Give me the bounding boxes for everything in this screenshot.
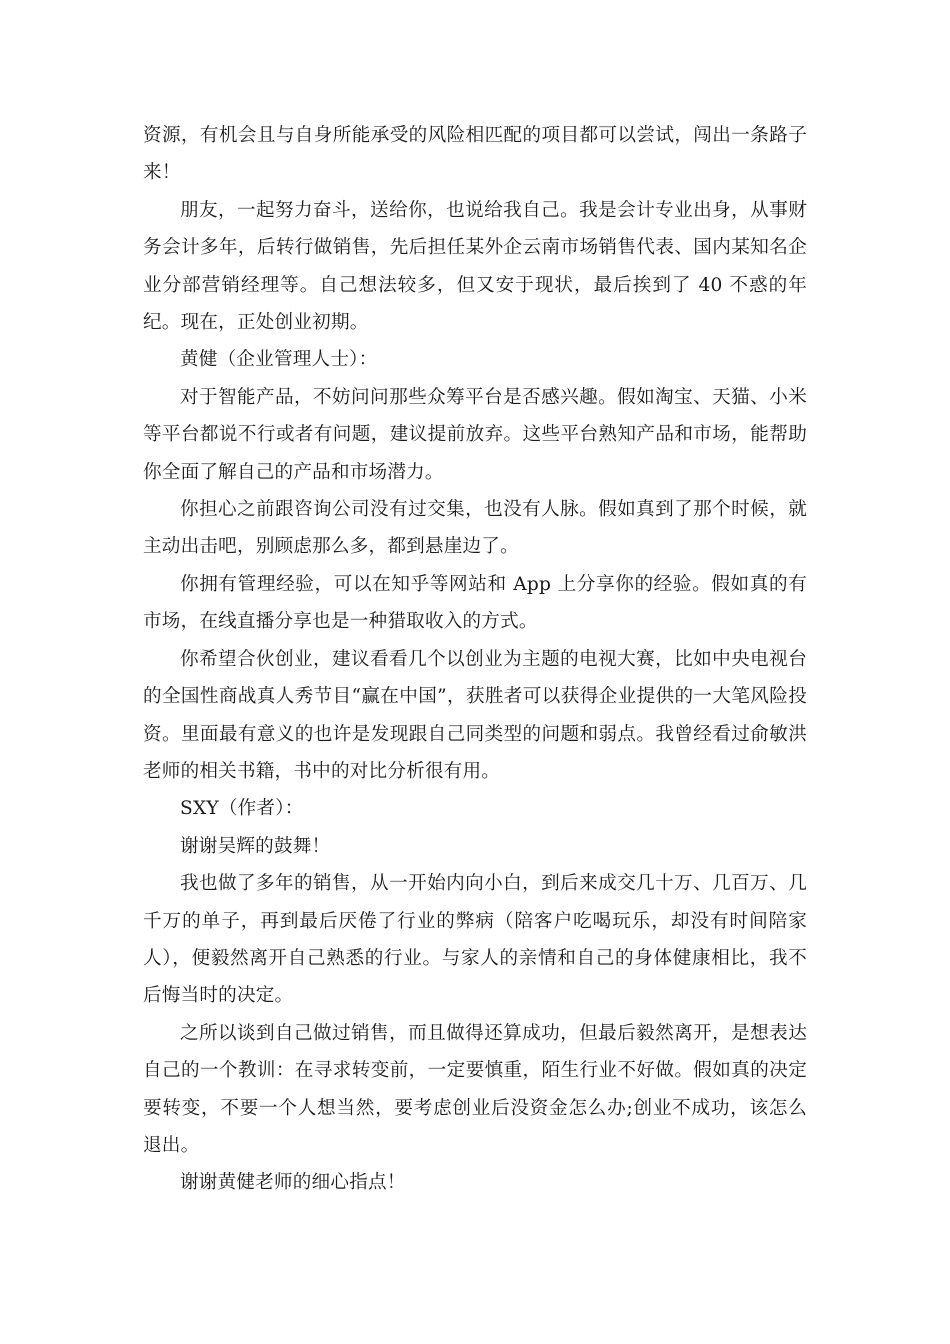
paragraph: 之所以谈到自己做过销售，而且做得还算成功，但最后毅然离开，是想表达自己的一个教训：在寻求转变前，一定要慎重，陌生行业不好做。假如真的决定要转变，不要一个人想当然，要考虑创业后没资金怎么办;创业不成功，该怎么退出。 bbox=[143, 1022, 807, 1156]
paragraph: 你希望合伙创业，建议看看几个以创业为主题的电视大赛，比如中央电视台的全国性商战真人秀节目“赢在中国”，获胜者可以获得企业提供的一大笔风险投资。里面最有意义的也许是发现跟自己同类型的问题和弱点。我曾经看过俞敏洪老师的相关书籍，书中的对比分析很有用。 bbox=[143, 648, 807, 782]
paragraph: 你拥有管理经验，可以在知乎等网站和 App 上分享你的经验。假如真的有市场，在线直播分享也是一种猎取收入的方式。 bbox=[143, 573, 807, 633]
paragraph: 你担心之前跟咨询公司没有过交集，也没有人脉。假如真到了那个时候，就主动出击吧，别顾虑那么多，都到悬崖边了。 bbox=[143, 499, 807, 558]
paragraph: 朋友，一起努力奋斗，送给你，也说给我自己。我是会计专业出身，从事财务会计多年，后转行做销售，先后担任某外企云南市场销售代表、国内某知名企业分部营销经理等。自己想法较多，但又安于现状，最后挨到了 40 不惑的年纪。现在，正处创业初期。 bbox=[143, 199, 807, 334]
paragraph: 谢谢吴辉的鼓舞！ bbox=[180, 835, 331, 857]
paragraph: 我也做了多年的销售，从一开始内向小白，到后来成交几十万、几百万、几千万的单子，再到最后厌倦了行业的弊病（陪客户吃喝玩乐，却没有时间陪家人），便毅然离开自己熟悉的行业。与家人的亲情和自己的身体健康相比，我不后悔当时的决定。 bbox=[143, 873, 807, 1007]
paragraph: 资源，有机会且与自身所能承受的风险相匹配的项目都可以尝试，闯出一条路子来！ bbox=[143, 125, 807, 184]
paragraph: 谢谢黄健老师的细心指点！ bbox=[180, 1172, 406, 1194]
speaker-label: SXY（作者）： bbox=[180, 798, 304, 820]
speaker-label: 黄健（企业管理人士）： bbox=[180, 349, 378, 371]
document-body bbox=[143, 117, 807, 1202]
paragraph: 对于智能产品，不妨问问那些众筹平台是否感兴趣。假如淘宝、天猫、小米等平台都说不行或者有问题，建议提前放弃。这些平台熟知产品和市场，能帮助你全面了解自己的产品和市场潜力。 bbox=[143, 386, 807, 483]
